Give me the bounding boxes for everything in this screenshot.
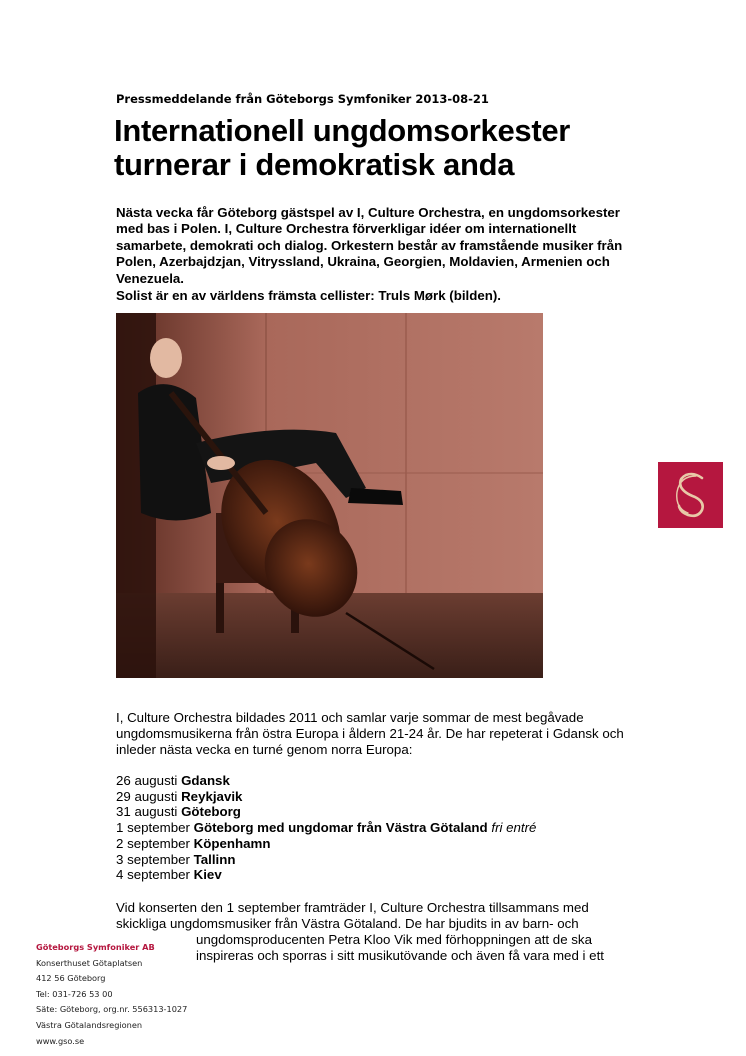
list-item <box>116 773 536 789</box>
gs-monogram-logo-icon <box>658 462 723 528</box>
footer-phone: Tel: 031-726 53 00 <box>36 988 113 999</box>
tour-date: 29 augusti <box>116 788 178 804</box>
page-title <box>114 114 570 182</box>
tour-date: 2 september <box>116 835 190 851</box>
footer-address-2: 412 56 Göteborg <box>36 973 106 984</box>
tour-city: Kiev <box>193 867 222 883</box>
tour-city: Gdansk <box>181 773 230 788</box>
tour-date: 3 september <box>116 851 190 867</box>
concert-line-3: ungdomsproducenten Petra Kloo Vik med förhoppningen att de ska <box>196 932 592 947</box>
tour-city: Reykjavik <box>181 788 243 804</box>
list-item <box>116 836 536 852</box>
lead-paragraph: Nästa vecka får Göteborg gästspel av I, Culture Orchestra, en ungdomsorkester med bas i Polen. I, Culture Orchestra förverkligar idéer om internationellt samarbete, demokrati och dialog. Orkestern består av framstående musiker från Polen, Azerbajdzjan, Vitryssland, Ukraina, Georgien, Moldavien, Armenien och Venezuela. <box>116 205 623 286</box>
tour-city: Göteborg med ungdomar från Västra Götaland <box>193 820 488 836</box>
tour-date: 26 augusti <box>116 773 178 788</box>
tour-list <box>116 773 536 883</box>
list-item <box>116 852 536 868</box>
title-line-2: turnerar i demokratisk anda <box>114 147 515 182</box>
soloist-line: Solist är en av världens främsta cellister: Truls Mørk (bilden). <box>116 288 501 303</box>
concert-line-4: inspireras och sporras i sitt musikutövande och även få vara med i ett <box>196 948 604 963</box>
list-item <box>116 804 536 820</box>
tour-date: 1 september <box>116 820 190 836</box>
tour-date: 4 september <box>116 867 190 883</box>
cellist-photo <box>116 313 543 678</box>
list-item <box>116 867 536 883</box>
footer-address-1: Konserthuset Götaplatsen <box>36 957 143 968</box>
tour-city: Tallinn <box>193 851 236 867</box>
intro-paragraph: I, Culture Orchestra bildades 2011 och samlar varje sommar de mest begåvade ungdomsmusikerna från östra Europa i åldern 21-24 år. De har repeterat i Gdansk och inleder nästa vecka en turné genom norra Europa: <box>116 710 624 757</box>
tour-note: fri entré <box>491 820 537 836</box>
list-item <box>116 820 536 836</box>
press-release-kicker: Pressmeddelande från Göteborgs Symfoniker 2013-08-21 <box>116 92 489 106</box>
company-footer <box>36 940 187 1049</box>
footer-region: Västra Götalandsregionen <box>36 1019 143 1030</box>
tour-city: Göteborg <box>181 804 241 820</box>
concert-line-1: Vid konserten den 1 september framträder I, Culture Orchestra tillsammans med <box>116 900 589 915</box>
title-line-1: Internationell ungdomsorkester <box>114 113 571 148</box>
concert-paragraph <box>116 900 611 964</box>
footer-website: www.gso.se <box>36 1035 85 1046</box>
footer-seat: Säte: Göteborg, org.nr. 556313-1027 <box>36 1004 188 1015</box>
list-item <box>116 789 536 805</box>
footer-org-name: Göteborgs Symfoniker AB <box>36 942 155 952</box>
tour-city: Köpenhamn <box>193 835 271 851</box>
tour-date: 31 augusti <box>116 804 178 820</box>
concert-line-2: skickliga ungdomsmusiker från Västra Götaland. De har bjudits in av barn- och <box>116 916 579 931</box>
